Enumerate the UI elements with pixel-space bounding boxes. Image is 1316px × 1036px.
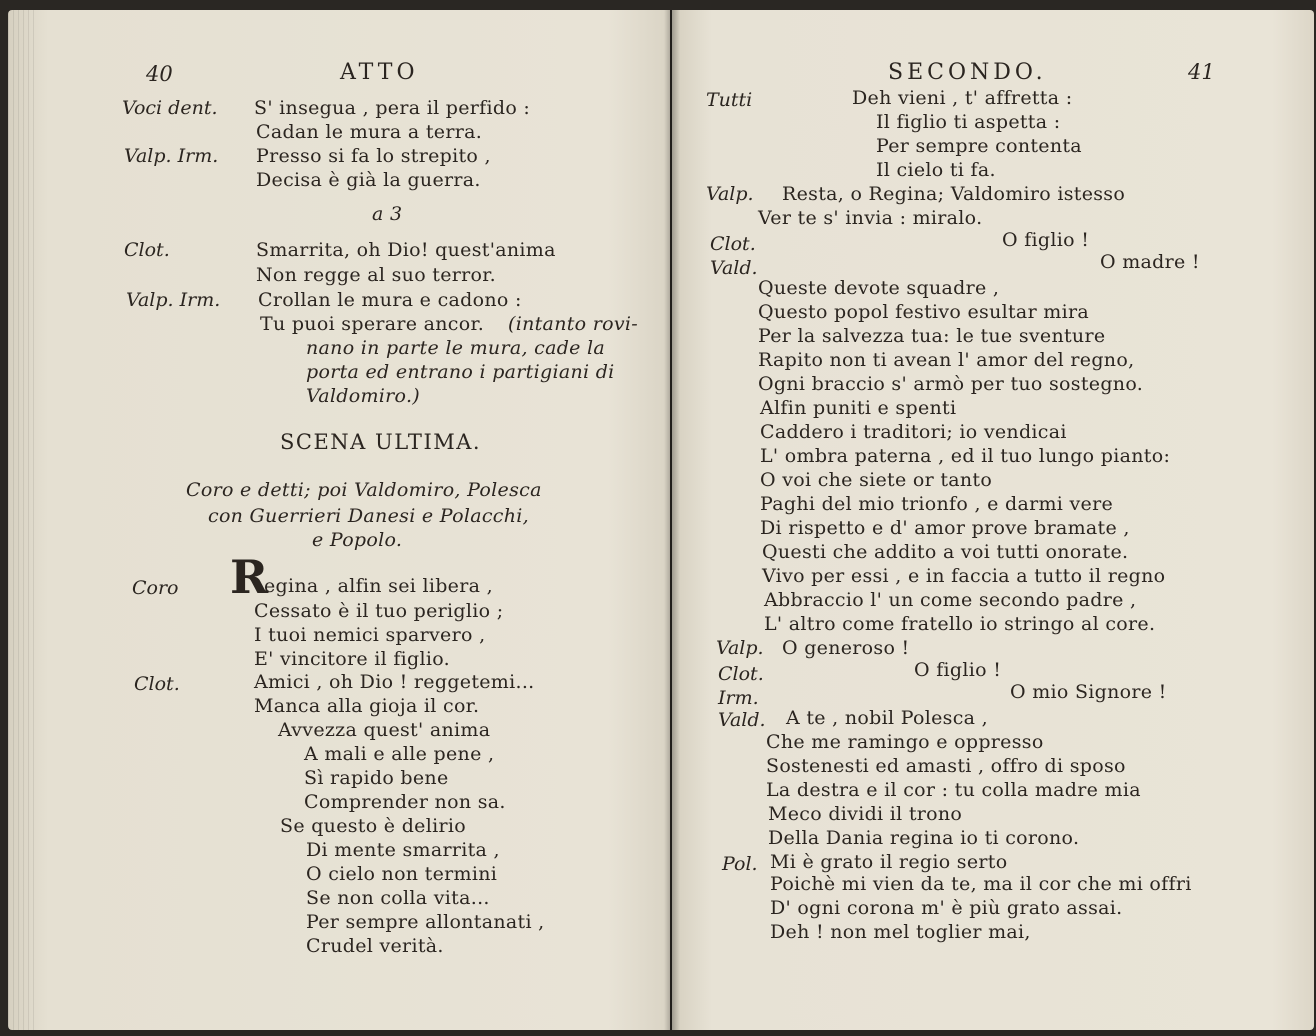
- verse-line: Per sempre contenta: [876, 135, 1082, 157]
- verse-line: Per la salvezza tua: le tue sventure: [758, 325, 1106, 347]
- verse-line: Resta, o Regina; Valdomiro istesso: [782, 183, 1126, 205]
- verse-line: Se questo è delirio: [280, 815, 466, 837]
- verse-line: Caddero i traditori; io vendicai: [760, 421, 1067, 443]
- speaker-label: Vald.: [710, 257, 758, 279]
- running-head-left: ATTO: [340, 60, 419, 85]
- verse-line: Mi è grato il regio serto: [770, 851, 1008, 873]
- stage-direction: Valdomiro.): [306, 385, 421, 407]
- verse-line: Manca alla gioja il cor.: [254, 695, 480, 717]
- stage-direction: e Popolo.: [312, 529, 403, 551]
- verse-line: Della Dania regina io ti corono.: [768, 827, 1080, 849]
- speaker-label: Valp. Irm.: [124, 145, 219, 167]
- verse-line: Il cielo ti fa.: [876, 159, 996, 181]
- verse-line: Per sempre allontanati ,: [306, 911, 545, 933]
- verse-line: Abbraccio l' un come secondo padre ,: [764, 589, 1137, 611]
- running-head-right: SECONDO.: [888, 60, 1047, 85]
- verse-line: L' altro come fratello io stringo al core.: [764, 613, 1156, 635]
- verse-line: Amici , oh Dio ! reggetemi...: [254, 671, 535, 693]
- verse-line: Che me ramingo e oppresso: [766, 731, 1044, 753]
- speaker-label: Vald.: [718, 709, 766, 731]
- verse-line: Tu puoi sperare ancor.: [260, 313, 485, 335]
- verse-line: O mio Signore !: [1010, 681, 1167, 703]
- verse-line: Di mente smarrita ,: [306, 839, 500, 861]
- speaker-label: Tutti: [706, 89, 753, 111]
- stage-direction: Coro e detti; poi Valdomiro, Polesca: [186, 479, 542, 501]
- verse-line: Cessato è il tuo periglio ;: [254, 600, 504, 622]
- verse-line: O generoso !: [782, 637, 910, 659]
- verse-line: Il figlio ti aspetta :: [876, 111, 1061, 133]
- verse-line: Smarrita, oh Dio! quest'anima: [256, 239, 556, 261]
- stage-direction: porta ed entrano i partigiani di: [306, 361, 615, 383]
- stage-direction: nano in parte le mura, cade la: [306, 337, 606, 359]
- speaker-label: Valp. Irm.: [126, 289, 221, 311]
- speaker-label: Clot.: [718, 663, 764, 685]
- verse-line: O voi che siete or tanto: [760, 469, 993, 491]
- verse-line: O figlio !: [914, 659, 1002, 681]
- verse-line: A mali e alle pene ,: [304, 743, 495, 765]
- verse-line: Sì rapido bene: [304, 767, 449, 789]
- verse-line: Crollan le mura e cadono :: [258, 289, 522, 311]
- verse-line: Cadan le mura a terra.: [256, 121, 483, 143]
- stage-direction: (intanto rovi-: [508, 313, 638, 335]
- verse-line: Vivo per essi , e in faccia a tutto il regno: [762, 565, 1166, 587]
- verse-line: Non regge al suo terror.: [256, 264, 496, 286]
- verse-line: Rapito non ti avean l' amor del regno,: [758, 349, 1135, 371]
- verse-line: Deh vieni , t' affretta :: [852, 87, 1073, 109]
- speaker-label: Clot.: [124, 239, 170, 261]
- stage-direction: con Guerrieri Danesi e Polacchi,: [208, 505, 529, 527]
- speaker-label: Valp.: [716, 637, 764, 659]
- speaker-label: Voci dent.: [122, 97, 218, 119]
- right-page: [672, 10, 1314, 1030]
- verse-line: E' vincitore il figlio.: [254, 648, 450, 670]
- speaker-label: Irm.: [718, 687, 759, 709]
- verse-line: Ogni braccio s' armò per tuo sostegno.: [758, 373, 1144, 395]
- scene-title: SCENA ULTIMA.: [280, 430, 482, 454]
- verse-line: Questi che addito a voi tutti onorate.: [762, 541, 1129, 563]
- verse-line: Ver te s' invia : miralo.: [758, 207, 983, 229]
- verse-line: Crudel verità.: [306, 935, 444, 957]
- verse-line: Comprender non sa.: [304, 791, 506, 813]
- verse-line: A te , nobil Polesca ,: [786, 707, 988, 729]
- speaker-label: Valp.: [706, 183, 754, 205]
- page-number-left: 40: [146, 62, 173, 86]
- verse-line: Deh ! non mel toglier mai,: [770, 921, 1031, 943]
- verse-line: S' insegua , pera il perfido :: [254, 97, 531, 119]
- verse-line: O cielo non termini: [306, 863, 498, 885]
- verse-line: Se non colla vita...: [306, 887, 490, 909]
- verse-line: La destra e il cor : tu colla madre mia: [766, 779, 1141, 801]
- left-page: [8, 10, 670, 1030]
- verse-line: Presso si fa lo strepito ,: [256, 145, 491, 167]
- speaker-label: Pol.: [722, 853, 758, 875]
- speaker-label: Clot.: [710, 233, 756, 255]
- verse-line: Questo popol festivo esultar mira: [758, 301, 1089, 323]
- verse-line: Sostenesti ed amasti , offro di sposo: [766, 755, 1126, 777]
- verse-line: L' ombra paterna , ed il tuo lungo pianto:: [760, 445, 1171, 467]
- verse-line: Poichè mi vien da te, ma il cor che mi offri: [770, 873, 1192, 895]
- verse-line: Decisa è già la guerra.: [256, 169, 481, 191]
- verse-line: egina , alfin sei libera ,: [264, 575, 493, 597]
- verse-line: O madre !: [1100, 251, 1200, 273]
- verse-line: Paghi del mio trionfo , e darmi vere: [760, 493, 1114, 515]
- verse-line: Di rispetto e d' amor prove bramate ,: [760, 517, 1130, 539]
- drop-cap: R: [230, 550, 269, 604]
- verse-line: Meco dividi il trono: [768, 803, 963, 825]
- ensemble-marker: a 3: [372, 203, 403, 225]
- verse-line: Alfin puniti e spenti: [760, 397, 957, 419]
- speaker-label: Coro: [132, 577, 179, 599]
- verse-line: O figlio !: [1002, 229, 1090, 251]
- verse-line: Queste devote squadre ,: [758, 277, 1000, 299]
- verse-line: I tuoi nemici sparvero ,: [254, 624, 486, 646]
- verse-line: D' ogni corona m' è più grato assai.: [770, 897, 1123, 919]
- speaker-label: Clot.: [134, 673, 180, 695]
- verse-line: Avvezza quest' anima: [278, 719, 491, 741]
- page-number-right: 41: [1188, 60, 1215, 84]
